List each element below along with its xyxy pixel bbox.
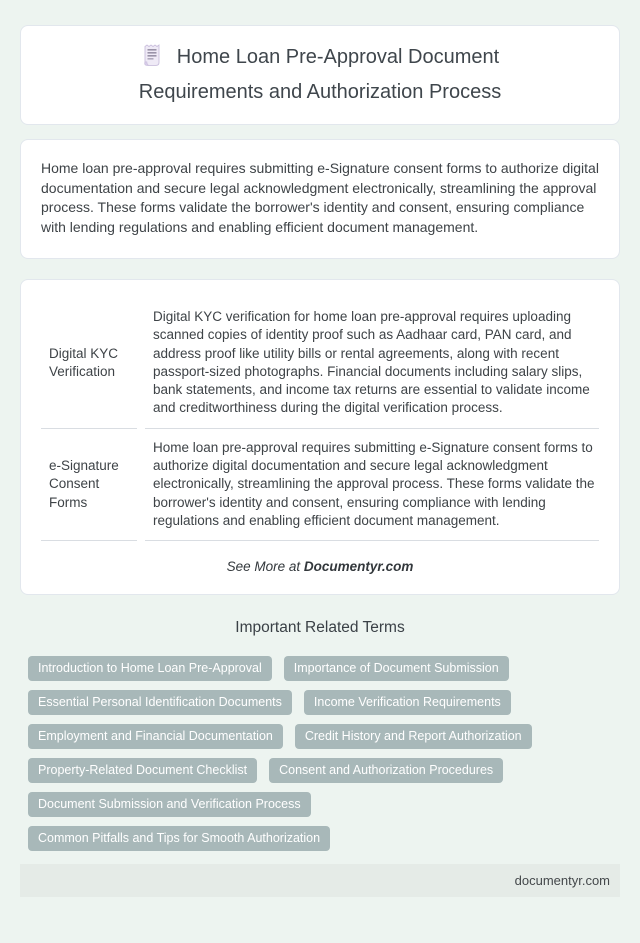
summary-card [20,139,620,259]
table-row [41,429,599,541]
footer-bar [20,864,620,897]
related-term-chip[interactable]: Document Submission and Verification Process [28,792,311,817]
related-term-chip[interactable]: Employment and Financial Documentation [28,724,283,749]
term-name: Digital KYC Verification [41,298,137,429]
related-term-chip[interactable]: Consent and Authorization Procedures [269,758,503,783]
term-description: Digital KYC verification for home loan pre-approval requires uploading scanned copies of identity proof such as Aadhaar card, PAN card, and address proof like utility bills or rental agreements, along with recent passport-sized photographs. Financial documents including salary slips, bank statements, and income tax returns are essential to validate income and creditworthiness during the digital verification process. [145,298,599,429]
page [0,25,640,943]
receipt-icon [141,43,163,77]
term-name: e-Signature Consent Forms [41,429,137,541]
footer-site-label: documentyr.com [514,873,610,889]
terms-table [33,298,607,541]
page-title-text: Home Loan Pre-Approval Document Requirements and Authorization Process [138,46,502,103]
terms-table-body [41,298,599,541]
related-terms-list [28,656,612,851]
related-term-chip[interactable]: Income Verification Requirements [304,690,511,715]
related-terms-heading: Important Related Terms [235,619,405,637]
related-term-chip[interactable]: Property-Related Document Checklist [28,758,257,783]
related-term-chip[interactable]: Essential Personal Identification Documents [28,690,292,715]
terms-table-card [20,279,620,595]
related-term-chip[interactable]: Importance of Document Submission [284,656,509,681]
see-more-site-name: Documentyr.com [303,559,414,575]
see-more-line [33,559,607,574]
term-description: Home loan pre-approval requires submitting e-Signature consent forms to authorize digital documentation and secure legal acknowledgment electronically, streamlining the approval process. These forms validate the borrower's identity and consent, ensuring compliance with lending regulations and enabling efficient document management. [145,429,599,541]
related-term-chip[interactable]: Credit History and Report Authorization [295,724,532,749]
title-card [20,25,620,125]
related-term-chip[interactable]: Introduction to Home Loan Pre-Approval [28,656,272,681]
summary-text: Home loan pre-approval requires submitting e-Signature consent forms to authorize digital documentation and secure legal acknowledgment electronically, streamlining the approval process. These forms validate the borrower's identity and consent, ensuring compliance with lending regulations and enabling efficient document management. [41,160,599,235]
see-more-prefix: See More at [226,559,304,575]
related-term-chip[interactable]: Common Pitfalls and Tips for Smooth Authorization [28,826,330,851]
table-row [41,298,599,429]
page-title [100,42,540,108]
